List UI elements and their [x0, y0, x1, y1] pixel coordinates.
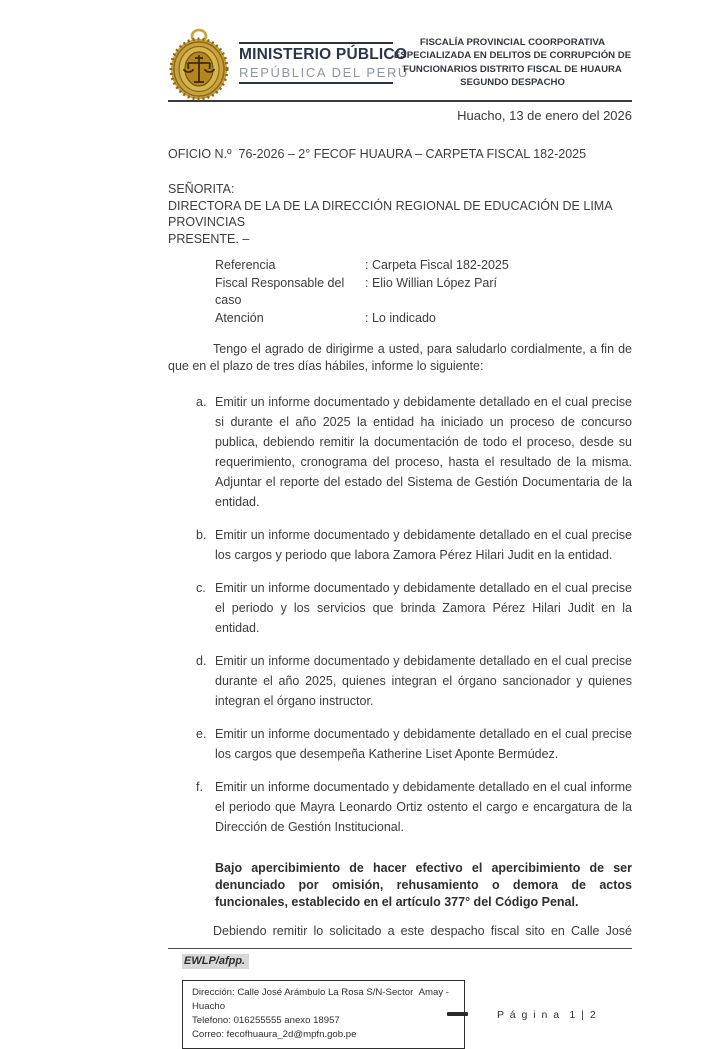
list-item-letter: e.: [196, 727, 207, 741]
letterhead: [168, 28, 632, 100]
fiscal-office-block: [393, 28, 632, 90]
org-name: MINISTERIO PÚBLICO: [239, 46, 408, 63]
list-item-text: Emitir un informe documentado y debidamente detallado en el cual precise durante el año 2025, quienes integran el órgano sancionador y quienes integran el órgano instructor.: [215, 654, 632, 708]
reference-value: : Lo indicado: [365, 310, 436, 325]
list-item: [196, 578, 632, 638]
ministerio-publico-seal-icon: [168, 28, 230, 100]
page-bottom-mark: [447, 1012, 468, 1016]
intro-paragraph: Tengo el agrado de dirigirme a usted, para saludarlo cordialmente, a fin de que en el plazo de tres días hábiles, informe lo siguiente:: [168, 342, 632, 373]
list-item-text: Emitir un informe documentado y debidamente detallado en el cual precise si durante el año 2025 la entidad ha iniciado un proceso de concurso publica, debiendo remitir la documentación de todo el proceso, desde su requerimiento, cronograma del proceso, hasta el resultado de la misma. Adjuntar el reporte del estado del Sistema de Gestión Documentaria de la entidad.: [215, 395, 632, 509]
list-item-text: Emitir un informe documentado y debidamente detallado en el cual precise los cargos que desempeña Katherine Liset Aponte Bermúdez.: [215, 727, 632, 761]
footer: [182, 980, 632, 1049]
list-item-text: Emitir un informe documentado y debidamente detallado en el cual precise los cargos y periodo que labora Zamora Pérez Hilari Judit en la entidad.: [215, 528, 632, 562]
warning-paragraph: Bajo apercibimiento de hacer efectivo el apercibimiento de ser denunciado por omisión, rehusamiento o demora de actos funcionales, establecido en el artículo 377° del Código Penal.: [215, 861, 632, 909]
office-line: FUNCIONARIOS DISTRITO FISCAL DE HUAURA: [403, 63, 622, 75]
list-item: [196, 724, 632, 764]
reference-row: [215, 275, 632, 310]
email-line: Correo: fecofhuaura_2d@mpfn.gob.pe: [192, 1029, 357, 1040]
initials-line: [182, 951, 632, 969]
org-subtitle: REPÚBLICA DEL PERÚ: [239, 65, 409, 80]
drafter-initials: EWLP/afpp.: [182, 954, 249, 969]
list-item-letter: d.: [196, 654, 207, 668]
reference-row: [215, 257, 632, 275]
org-rule-bottom: [239, 82, 393, 84]
org-rule-top: [239, 42, 393, 44]
phone-line: Telefono: 016255555 anexo 18957: [192, 1015, 340, 1026]
list-item: [196, 651, 632, 711]
org-title-block: [239, 28, 409, 84]
address-line: Dirección: Calle José Arámbulo La Rosa S/N-Sector Amay - Huacho: [192, 987, 449, 1012]
reference-block: [215, 257, 632, 327]
list-item-letter: a.: [196, 395, 207, 409]
dateline: Huacho, 13 de enero del 2026: [457, 108, 632, 123]
reference-row: [215, 310, 632, 328]
closing-paragraph: Debiendo remitir lo solicitado a este despacho fiscal sito en Calle José: [213, 924, 632, 938]
salutation-line: DIRECTORA DE LA DE LA DIRECCIÓN REGIONAL DE EDUCACIÓN DE LIMA PROVINCIAS: [168, 198, 612, 229]
list-item-letter: c.: [196, 581, 206, 595]
reference-value: : Elio Willian López Parí: [365, 275, 498, 290]
list-item-text: Emitir un informe documentado y debidamente detallado en el cual precise el periodo y los servicios que brinda Zamora Pérez Hilari Judit en la entidad.: [215, 581, 632, 635]
request-list: [168, 392, 632, 837]
contact-info-box: [182, 980, 465, 1049]
office-line: FISCALÍA PROVINCIAL COORPORATIVA: [419, 37, 606, 48]
list-item: [196, 777, 632, 837]
list-item: [196, 392, 632, 512]
salutation-block: [168, 181, 632, 247]
reference-value: : Carpeta Fiscal 182-2025: [365, 258, 509, 272]
office-line: SEGUNDO DESPACHO: [460, 77, 565, 89]
office-line: ESPECIALIZADA EN DELITOS DE CORRUPCIÓN DE: [393, 50, 632, 62]
reference-label: Referencia: [215, 258, 276, 272]
page-number: P á g i n a 1 | 2: [497, 1008, 598, 1021]
list-item-letter: f.: [196, 780, 203, 794]
list-item: [196, 525, 632, 565]
salutation-line: PRESENTE. –: [168, 231, 250, 246]
salutation-line: SEÑORITA:: [168, 182, 235, 196]
reference-label: Fiscal Responsable del caso: [215, 275, 345, 307]
list-item-text: Emitir un informe documentado y debidamente detallado en el cual informe el periodo que Mayra Leonardo Ortiz ostento el cargo e encargatura de la Dirección de Gestión Institucional.: [215, 780, 632, 834]
oficio-number-line: OFICIO N.º 76-2026 – 2° FECOF HUAURA – CARPETA FISCAL 182-2025: [168, 147, 587, 161]
footer-divider: [168, 948, 632, 949]
reference-label: Atención: [215, 310, 264, 325]
letterhead-divider: [168, 100, 632, 102]
list-item-letter: b.: [196, 528, 207, 542]
